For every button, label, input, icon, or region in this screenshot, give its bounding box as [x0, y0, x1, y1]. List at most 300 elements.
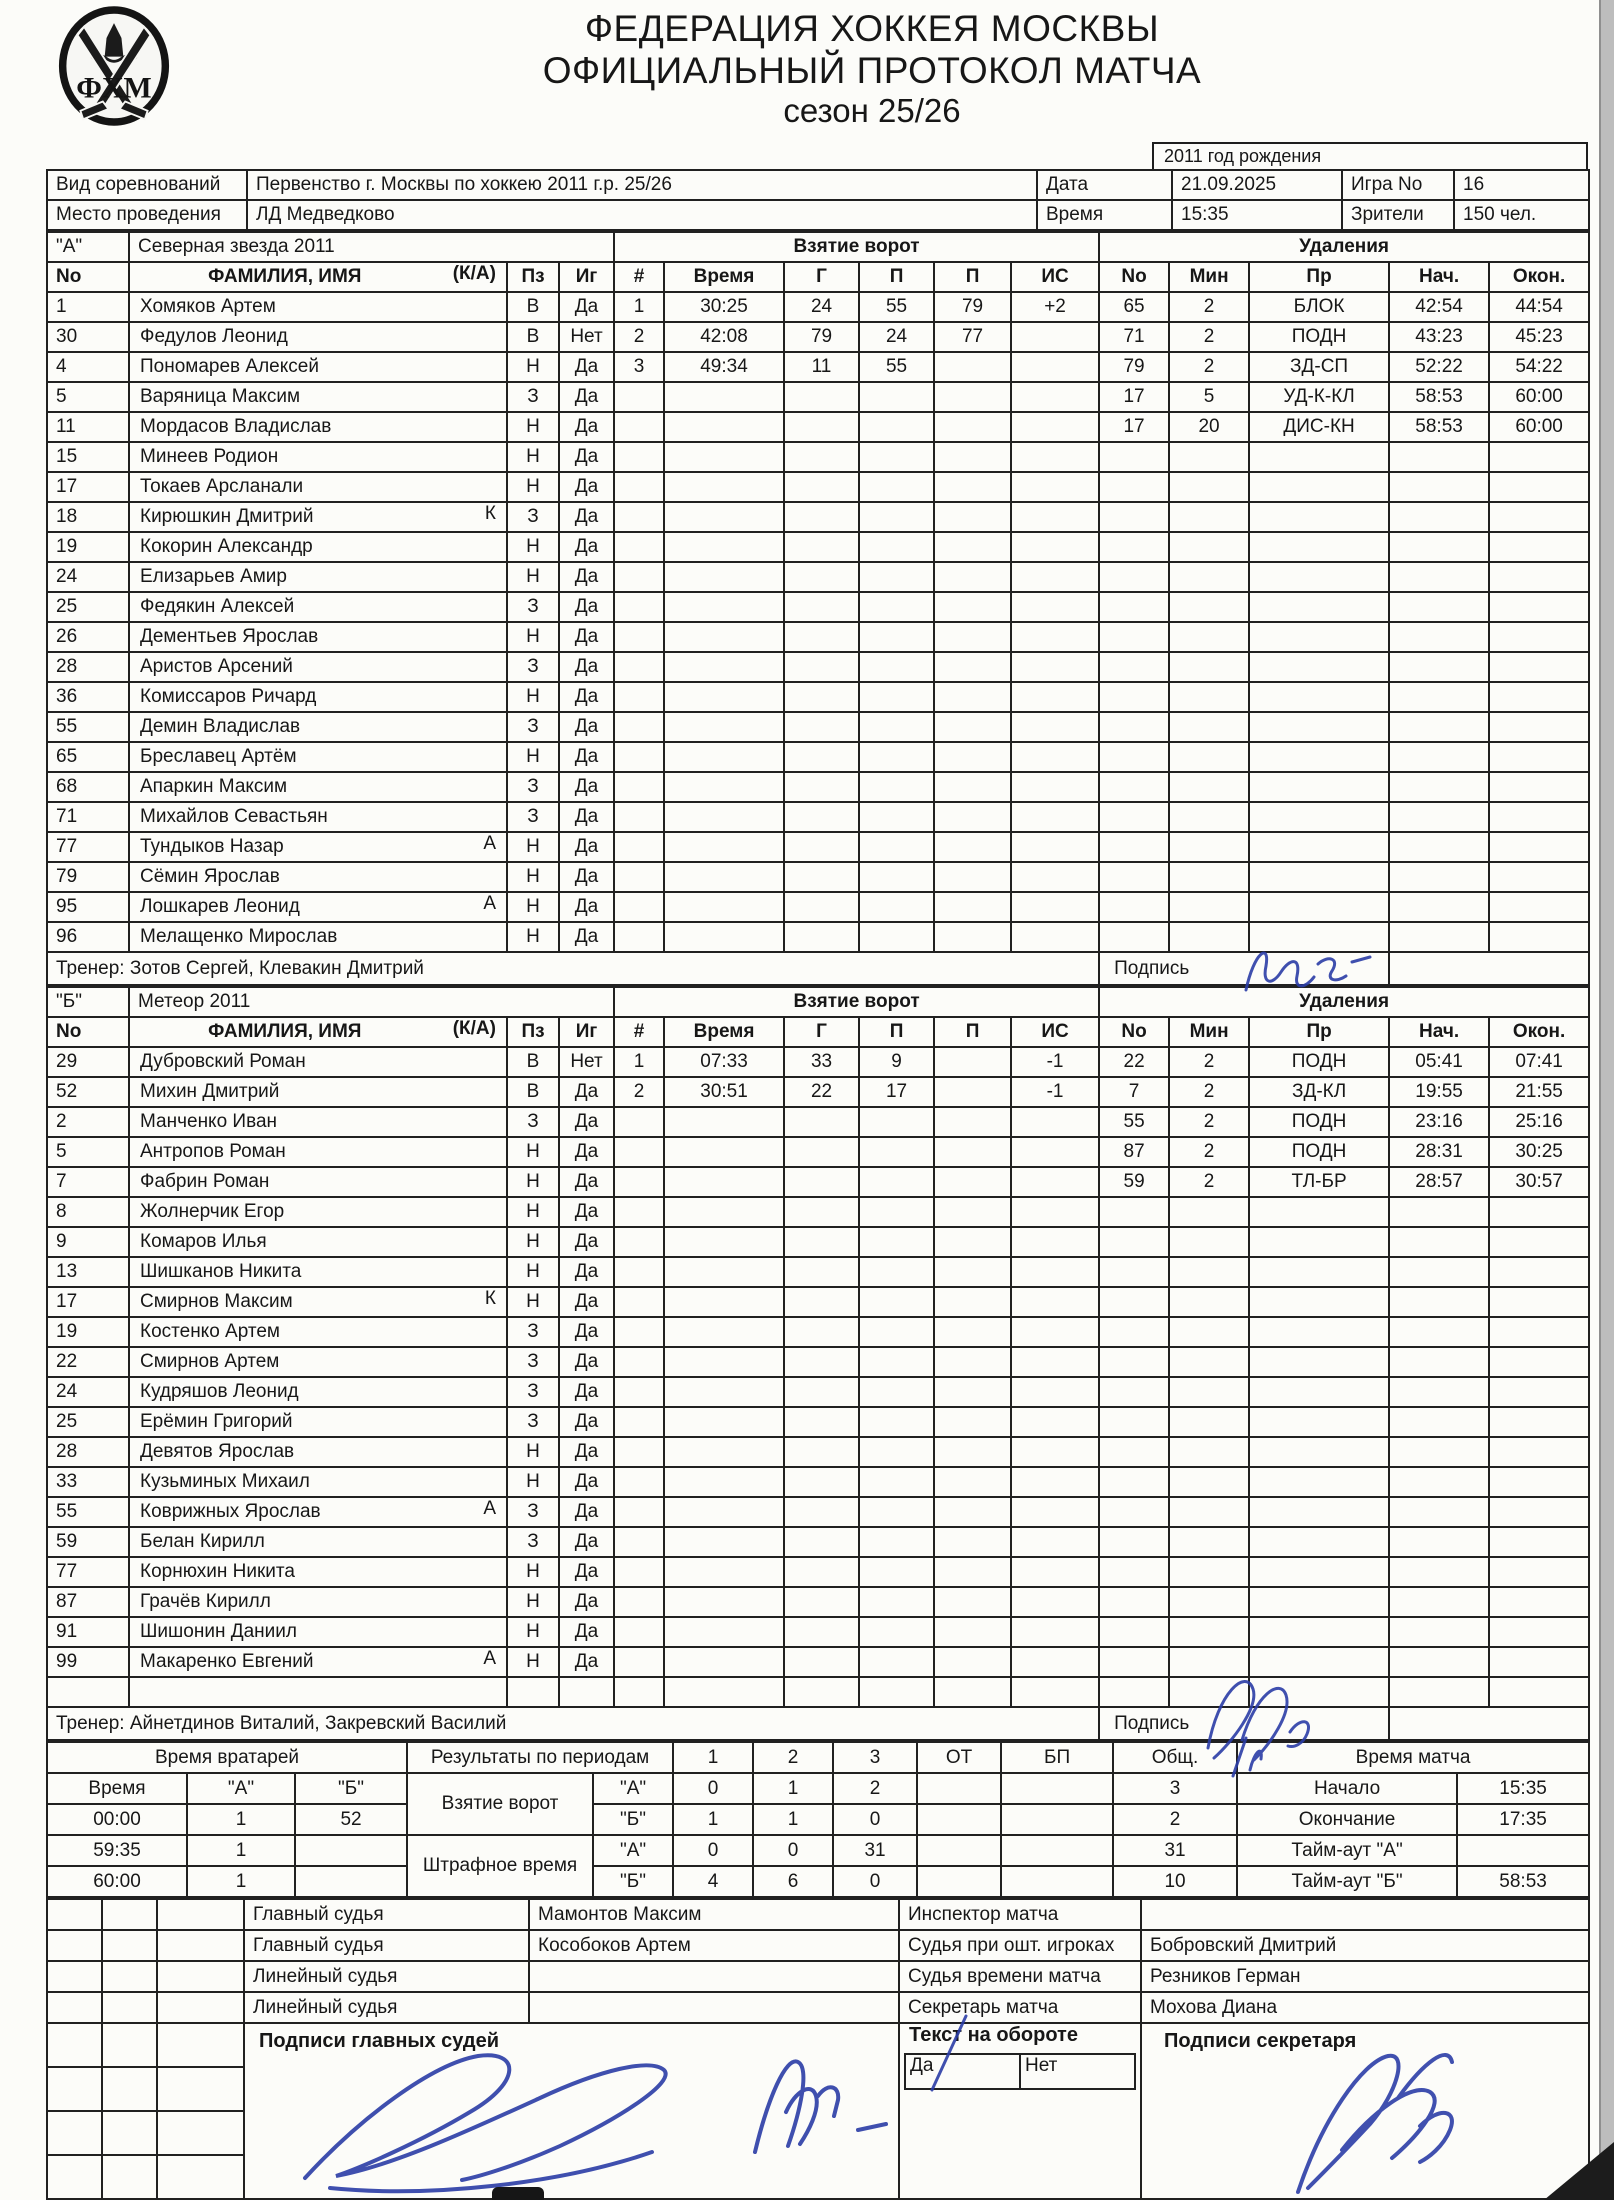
team-b-signature-label: Подпись [1099, 1707, 1389, 1740]
penalty-minutes-cell [1169, 532, 1249, 562]
goal-assist1-cell [859, 1287, 934, 1317]
player-number-cell: 52 [47, 1077, 129, 1107]
penalty-number-cell [1099, 1617, 1169, 1647]
penalty-code-cell [1249, 1527, 1389, 1557]
penalty-start-cell: 28:31 [1389, 1137, 1489, 1167]
penalty-start-cell [1389, 742, 1489, 772]
penalty-code-cell [1249, 892, 1389, 922]
match-info-table [46, 169, 1590, 231]
penalty-number-cell: 7 [1099, 1077, 1169, 1107]
penalty-number-cell [1099, 1647, 1169, 1677]
goal-score-state-cell [1011, 1527, 1099, 1557]
player-number-cell: 91 [47, 1617, 129, 1647]
goals-a-total: 3 [1113, 1773, 1237, 1804]
player-row [47, 832, 1589, 862]
svg-text:ФХМ: ФХМ [76, 71, 152, 105]
plays-cell: Да [559, 622, 614, 652]
goal-assist2-cell: 79 [934, 292, 1011, 322]
goals-row-label: Взятие ворот [407, 1773, 593, 1835]
player-number-cell [47, 1677, 129, 1707]
goal-assist1-cell: 55 [859, 292, 934, 322]
goal-time-cell [664, 1287, 784, 1317]
penalty-minutes-cell: 2 [1169, 1047, 1249, 1077]
goal-time-cell [664, 652, 784, 682]
goal-assist2-cell [934, 1287, 1011, 1317]
player-row [47, 532, 1589, 562]
player-number-cell: 95 [47, 892, 129, 922]
col-goal-scorer: Г [784, 1017, 859, 1047]
goal-number-cell [614, 1167, 664, 1197]
title-federation: ФЕДЕРАЦИЯ ХОККЕЯ МОСКВЫ [584, 8, 1160, 49]
player-name-cell [129, 682, 507, 712]
inspector-label: Инспектор матча [899, 1899, 1141, 1930]
plays-cell: Да [559, 802, 614, 832]
pen-b-total: 10 [1113, 1866, 1237, 1897]
player-name-cell [129, 1347, 507, 1377]
penalty-end-cell [1489, 1587, 1589, 1617]
plays-cell: Да [559, 352, 614, 382]
penalty-minutes-cell [1169, 832, 1249, 862]
goal-score-state-cell [1011, 1617, 1099, 1647]
period-3: 3 [833, 1742, 917, 1773]
player-row [47, 1077, 1589, 1107]
col-assist2: П [934, 262, 1011, 292]
penalty-end-cell [1489, 622, 1589, 652]
goal-number-cell [614, 1497, 664, 1527]
goal-time-cell [664, 1407, 784, 1437]
goal-score-state-cell [1011, 1347, 1099, 1377]
timeout-a-value [1457, 1835, 1589, 1866]
inspector-name [1141, 1899, 1589, 1930]
goal-number-cell: 2 [614, 1077, 664, 1107]
player-name: Фабрин Роман [140, 1171, 270, 1192]
player-row [47, 1587, 1589, 1617]
player-name: Тундыков Назар [140, 836, 284, 857]
penalty-minutes-cell [1169, 1377, 1249, 1407]
penalty-end-cell [1489, 1347, 1589, 1377]
goal-assist2-cell [934, 772, 1011, 802]
goal-assist1-cell [859, 532, 934, 562]
position-cell: Н [507, 532, 559, 562]
penalty-code-cell [1249, 1617, 1389, 1647]
goal-scorer-cell: 24 [784, 292, 859, 322]
goal-scorer-cell [784, 472, 859, 502]
penalty-start-cell: 23:16 [1389, 1107, 1489, 1137]
goal-assist2-cell [934, 832, 1011, 862]
fhm-logo [58, 4, 170, 133]
penalty-start-cell [1389, 1377, 1489, 1407]
goals-a-p3: 2 [833, 1773, 917, 1804]
goal-number-cell [614, 1677, 664, 1707]
goal-time-cell [664, 1467, 784, 1497]
penalty-number-cell [1099, 502, 1169, 532]
player-name: Апаркин Максим [140, 776, 288, 797]
plays-cell: Да [559, 502, 614, 532]
penalty-end-cell [1489, 532, 1589, 562]
player-name-cell [129, 1077, 507, 1107]
goal-score-state-cell [1011, 1227, 1099, 1257]
linesman2-name [529, 1992, 899, 2023]
col-pen-code: Пр [1249, 262, 1389, 292]
penalty-code-cell [1249, 1257, 1389, 1287]
position-cell: В [507, 1077, 559, 1107]
goal-score-state-cell [1011, 652, 1099, 682]
goal-scorer-cell [784, 1587, 859, 1617]
player-name-cell [129, 322, 507, 352]
goal-assist2-cell [934, 1437, 1011, 1467]
periods-title: Результаты по периодам [407, 1742, 673, 1773]
player-name: Бреславец Артём [140, 746, 297, 767]
scan-corner-artifact [1544, 2142, 1614, 2200]
penalty-number-cell [1099, 562, 1169, 592]
player-row [47, 1347, 1589, 1377]
goal-number-cell [614, 502, 664, 532]
goal-number-cell [614, 1647, 664, 1677]
team-b-coach-row [47, 1707, 1589, 1740]
goal-time-cell [664, 1677, 784, 1707]
player-name-cell [129, 1557, 507, 1587]
penalty-start-cell [1389, 1467, 1489, 1497]
penalty-number-cell: 59 [1099, 1167, 1169, 1197]
goalie-a-2: 1 [187, 1866, 295, 1897]
goal-assist2-cell [934, 1317, 1011, 1347]
player-row [47, 592, 1589, 622]
goal-number-cell [614, 592, 664, 622]
goal-number-cell [614, 562, 664, 592]
penalty-end-cell [1489, 1407, 1589, 1437]
position-cell: В [507, 292, 559, 322]
goal-scorer-cell [784, 1497, 859, 1527]
pen-a-tag: "А" [593, 1835, 673, 1866]
penalty-start-cell [1389, 1317, 1489, 1347]
score-summary-table [46, 1741, 1590, 1898]
player-row [47, 1137, 1589, 1167]
goal-assist2-cell [934, 1557, 1011, 1587]
penalty-end-cell [1489, 862, 1589, 892]
player-row [47, 892, 1589, 922]
penalty-number-cell [1099, 832, 1169, 862]
player-name: Кокорин Александр [140, 536, 313, 557]
player-name-cell [129, 802, 507, 832]
goal-assist1-cell [859, 802, 934, 832]
player-name-cell [129, 412, 507, 442]
penalty-code-cell [1249, 742, 1389, 772]
player-number-cell: 19 [47, 532, 129, 562]
team-a-signature-label: Подпись [1099, 952, 1389, 985]
penalty-start-cell [1389, 562, 1489, 592]
game-no-label: Игра No [1342, 170, 1454, 200]
goalie-b-2 [295, 1866, 407, 1897]
player-name-cell [129, 1287, 507, 1317]
penalty-start-cell [1389, 1647, 1489, 1677]
goals-a-so [1001, 1773, 1113, 1804]
penalty-number-cell [1099, 442, 1169, 472]
goal-score-state-cell [1011, 1107, 1099, 1137]
birth-year-note: 2011 год рождения [1152, 142, 1588, 169]
goal-score-state-cell [1011, 562, 1099, 592]
player-number-cell: 30 [47, 322, 129, 352]
document-header [46, 0, 1588, 140]
goal-number-cell: 3 [614, 352, 664, 382]
penalty-number-cell [1099, 1587, 1169, 1617]
timekeeper-name: Резников Герман [1141, 1961, 1589, 1992]
goal-number-cell [614, 1467, 664, 1497]
goal-number-cell [614, 1317, 664, 1347]
penalty-start-cell: 43:23 [1389, 322, 1489, 352]
player-row [47, 1617, 1589, 1647]
col-name-label: ФАМИЛИЯ, ИМЯ [208, 266, 362, 287]
goal-assist2-cell [934, 922, 1011, 952]
goal-number-cell [614, 472, 664, 502]
goal-assist2-cell [934, 412, 1011, 442]
goal-time-cell [664, 1197, 784, 1227]
goal-number-cell [614, 1137, 664, 1167]
penalty-number-cell [1099, 1677, 1169, 1707]
penalty-end-cell [1489, 1227, 1589, 1257]
goal-score-state-cell [1011, 622, 1099, 652]
goal-scorer-cell [784, 742, 859, 772]
penalty-end-cell [1489, 1257, 1589, 1287]
goal-assist1-cell [859, 892, 934, 922]
goal-assist2-cell [934, 892, 1011, 922]
goal-assist1-cell [859, 742, 934, 772]
goal-score-state-cell [1011, 922, 1099, 952]
player-row [47, 1407, 1589, 1437]
period-so: БП [1001, 1742, 1113, 1773]
penalty-end-cell: 44:54 [1489, 292, 1589, 322]
goal-scorer-cell [784, 922, 859, 952]
player-row [47, 322, 1589, 352]
player-name: Михин Дмитрий [140, 1081, 280, 1102]
goals-b-so [1001, 1804, 1113, 1835]
player-name-cell [129, 1377, 507, 1407]
penalty-code-cell [1249, 622, 1389, 652]
penalty-number-cell [1099, 1197, 1169, 1227]
penalty-minutes-cell: 2 [1169, 292, 1249, 322]
time-label: Время [1037, 200, 1172, 230]
penalty-code-cell [1249, 1317, 1389, 1347]
goal-time-cell [664, 862, 784, 892]
penalty-code-cell [1249, 1287, 1389, 1317]
goal-assist2-cell [934, 1107, 1011, 1137]
team-b-tag: "Б" [47, 987, 129, 1017]
team-b-header-row [47, 987, 1589, 1017]
penalty-code-cell [1249, 802, 1389, 832]
penalty-code-cell [1249, 1437, 1389, 1467]
match-time-title: Время матча [1237, 1742, 1589, 1773]
goal-time-cell [664, 1437, 784, 1467]
spectators-value: 150 чел. [1454, 200, 1589, 230]
goal-number-cell [614, 892, 664, 922]
team-a-tag: "А" [47, 232, 129, 262]
penalty-end-cell: 45:23 [1489, 322, 1589, 352]
period-2: 2 [753, 1742, 833, 1773]
spacer-cell [157, 1961, 244, 1992]
player-number-cell: 79 [47, 862, 129, 892]
player-number-cell: 7 [47, 1167, 129, 1197]
penalty-minutes-cell [1169, 1497, 1249, 1527]
goals-a-p2: 1 [753, 1773, 833, 1804]
position-cell: Н [507, 412, 559, 442]
goal-scorer-cell [784, 682, 859, 712]
col-name [129, 1017, 507, 1047]
player-name-cell [129, 892, 507, 922]
plays-cell: Да [559, 1377, 614, 1407]
player-number-cell: 77 [47, 832, 129, 862]
penalty-code-cell [1249, 832, 1389, 862]
player-name: Хомяков Артем [140, 296, 276, 317]
goal-score-state-cell: +2 [1011, 292, 1099, 322]
player-name-cell [129, 1227, 507, 1257]
plays-cell: Да [559, 1437, 614, 1467]
goal-scorer-cell [784, 1257, 859, 1287]
goal-assist2-cell [934, 1347, 1011, 1377]
player-row [47, 352, 1589, 382]
pen-a-p2: 0 [753, 1835, 833, 1866]
col-goal-no: # [614, 262, 664, 292]
goal-assist2-cell [934, 502, 1011, 532]
penalty-number-cell [1099, 1317, 1169, 1347]
penalty-code-cell [1249, 1377, 1389, 1407]
official-row-3 [47, 1961, 1589, 1992]
player-row [47, 742, 1589, 772]
goal-assist2-cell [934, 1167, 1011, 1197]
goal-assist1-cell [859, 1197, 934, 1227]
col-no: No [47, 1017, 129, 1047]
penalty-start-cell [1389, 1257, 1489, 1287]
position-cell: Н [507, 352, 559, 382]
plays-cell: Да [559, 1557, 614, 1587]
goal-assist1-cell [859, 1437, 934, 1467]
penalty-end-cell [1489, 442, 1589, 472]
penalty-code-cell [1249, 1347, 1389, 1377]
player-number-cell: 28 [47, 1437, 129, 1467]
goal-number-cell [614, 1557, 664, 1587]
player-number-cell: 5 [47, 382, 129, 412]
goal-scorer-cell [784, 802, 859, 832]
col-goal-time: Время [664, 1017, 784, 1047]
penalty-start-cell [1389, 1617, 1489, 1647]
penalty-minutes-cell [1169, 1467, 1249, 1497]
penalty-number-cell [1099, 1257, 1169, 1287]
player-number-cell: 55 [47, 1497, 129, 1527]
goal-assist1-cell [859, 562, 934, 592]
penalty-start-cell [1389, 622, 1489, 652]
goal-number-cell [614, 532, 664, 562]
goal-assist2-cell [934, 592, 1011, 622]
goal-score-state-cell [1011, 1557, 1099, 1587]
col-pen-start: Нач. [1389, 262, 1489, 292]
player-name: Мордасов Владислав [140, 416, 332, 437]
position-cell: Н [507, 472, 559, 502]
goals-a-row [47, 1773, 1589, 1804]
goal-score-state-cell [1011, 532, 1099, 562]
col-pos: Пз [507, 1017, 559, 1047]
player-name: Ерёмин Григорий [140, 1411, 293, 1432]
goal-scorer-cell [784, 1317, 859, 1347]
captain-mark: А [483, 893, 496, 914]
goal-assist1-cell [859, 1407, 934, 1437]
reverse-text-box [904, 2024, 1136, 2090]
position-cell: Н [507, 1257, 559, 1287]
goal-scorer-cell [784, 1167, 859, 1197]
period-ot: ОТ [917, 1742, 1001, 1773]
goalie-col-b: "Б" [295, 1773, 407, 1804]
goal-time-cell [664, 562, 784, 592]
penalty-end-cell [1489, 592, 1589, 622]
date-label: Дата [1037, 170, 1172, 200]
penalty-start-cell [1389, 712, 1489, 742]
player-number-cell: 96 [47, 922, 129, 952]
goal-assist2-cell [934, 1647, 1011, 1677]
goal-scorer-cell [784, 1557, 859, 1587]
penalty-minutes-cell: 20 [1169, 412, 1249, 442]
player-number-cell: 55 [47, 712, 129, 742]
player-name: Варяница Максим [140, 386, 301, 407]
goal-time-cell [664, 442, 784, 472]
player-row [47, 1197, 1589, 1227]
goal-assist1-cell [859, 1617, 934, 1647]
goal-assist2-cell [934, 1077, 1011, 1107]
goal-number-cell [614, 802, 664, 832]
plays-cell: Да [559, 1197, 614, 1227]
spacer-cell [157, 1930, 244, 1961]
goal-assist1-cell [859, 1677, 934, 1707]
pen-a-total: 31 [1113, 1835, 1237, 1866]
player-row [47, 1437, 1589, 1467]
goal-score-state-cell [1011, 1317, 1099, 1347]
goal-assist2-cell [934, 1587, 1011, 1617]
pen-b-so [1001, 1866, 1113, 1897]
goal-time-cell [664, 1377, 784, 1407]
col-pen-code: Пр [1249, 1017, 1389, 1047]
penalty-minutes-cell [1169, 1647, 1249, 1677]
goal-assist2-cell [934, 1617, 1011, 1647]
goal-scorer-cell [784, 1437, 859, 1467]
goal-scorer-cell: 79 [784, 322, 859, 352]
goal-assist1-cell [859, 1107, 934, 1137]
penalty-number-cell [1099, 742, 1169, 772]
penalty-end-cell [1489, 472, 1589, 502]
goal-scorer-cell [784, 862, 859, 892]
position-cell: Н [507, 1647, 559, 1677]
scan-edge-shadow [1599, 0, 1614, 2200]
penalty-start-cell [1389, 832, 1489, 862]
player-number-cell: 65 [47, 742, 129, 772]
plays-cell: Да [559, 922, 614, 952]
penalty-start-cell [1389, 1347, 1489, 1377]
goal-score-state-cell [1011, 322, 1099, 352]
player-name: Коврижных Ярослав [140, 1501, 321, 1522]
player-row [47, 862, 1589, 892]
penalty-code-cell [1249, 472, 1389, 502]
position-cell: Н [507, 1587, 559, 1617]
reverse-yes-cell: Да [905, 2054, 1020, 2089]
goal-time-cell [664, 1647, 784, 1677]
penalty-code-cell [1249, 772, 1389, 802]
col-name-label: ФАМИЛИЯ, ИМЯ [208, 1021, 362, 1042]
goal-time-cell [664, 742, 784, 772]
goal-scorer-cell [784, 1647, 859, 1677]
goal-score-state-cell [1011, 682, 1099, 712]
goalie-b-0: 52 [295, 1804, 407, 1835]
goals-b-p2: 1 [753, 1804, 833, 1835]
goal-score-state-cell [1011, 1677, 1099, 1707]
position-cell: Н [507, 862, 559, 892]
col-goal-scorer: Г [784, 262, 859, 292]
penalty-start-cell [1389, 1287, 1489, 1317]
goal-time-cell [664, 1497, 784, 1527]
